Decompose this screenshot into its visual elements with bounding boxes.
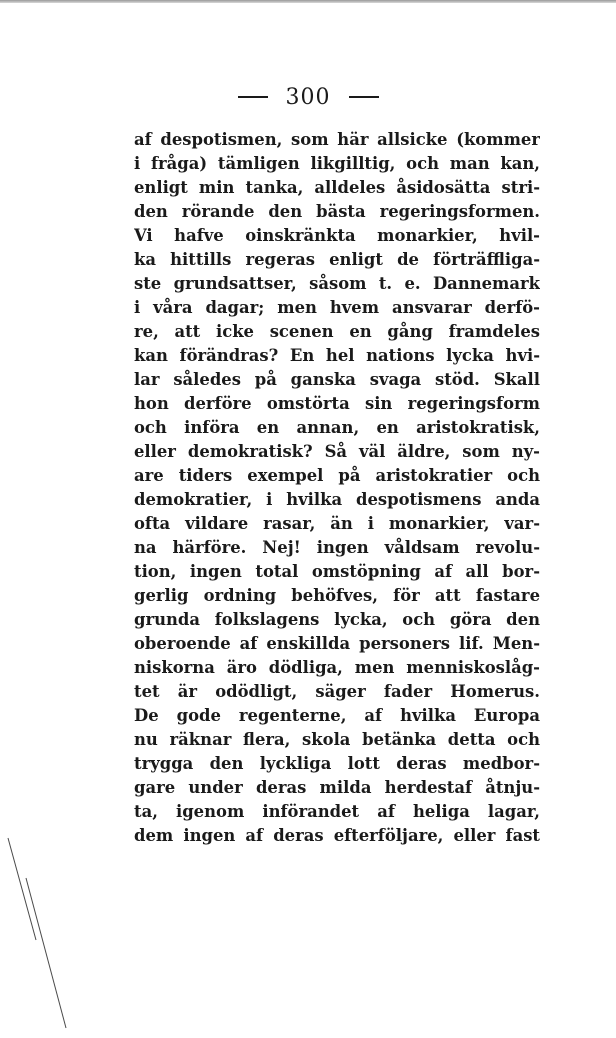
text-line: af despotismen, som här allsicke (kommer xyxy=(134,130,540,149)
text-line: ka hittills regeras enligt de förträffliga- xyxy=(134,250,540,269)
text-line: lar således på ganska svaga stöd. Skall xyxy=(134,370,540,389)
header-dash-left xyxy=(238,96,268,98)
text-line: niskorna äro dödliga, men menniskoslåg- xyxy=(134,658,540,677)
text-line: ta, igenom införandet af heliga lagar, xyxy=(134,802,540,821)
text-line: nu räknar flera, skola betänka detta och xyxy=(134,730,540,749)
binding-line-right xyxy=(26,878,66,1028)
text-line: demokratier, i hvilka despotismens anda xyxy=(134,490,540,509)
text-line: i fråga) tämligen likgilltig, och man kan, xyxy=(134,154,540,173)
text-line: den rörande den bästa regeringsformen. xyxy=(134,202,540,221)
text-line: kan förändras? En hel nations lycka hvi- xyxy=(134,346,540,365)
text-line: tion, ingen total omstöpning af all bor- xyxy=(134,562,540,581)
text-line: eller demokratisk? Så väl äldre, som ny- xyxy=(134,442,540,461)
text-line: och införa en annan, en aristokratisk, xyxy=(134,418,540,437)
top-edge-rule xyxy=(0,0,616,3)
page-number: 300 xyxy=(285,84,331,110)
text-line: tet är odödligt, säger fader Homerus. xyxy=(134,682,540,701)
text-line: gerlig ordning behöfves, för att fastare xyxy=(134,586,540,605)
header-dash-right xyxy=(349,96,379,98)
text-line: De gode regenterne, af hvilka Europa xyxy=(134,706,540,725)
page-header xyxy=(0,84,616,110)
text-line: trygga den lyckliga lott deras medbor- xyxy=(134,754,540,773)
text-line: i våra dagar; men hvem ansvarar derfö- xyxy=(134,298,540,317)
text-line: are tiders exempel på aristokratier och xyxy=(134,466,540,485)
binding-line-left xyxy=(8,838,36,940)
text-line: gare under deras milda herdestaf åtnju- xyxy=(134,778,540,797)
text-line: hon derföre omstörta sin regeringsform xyxy=(134,394,540,413)
text-line: ofta vildare rasar, än i monarkier, var- xyxy=(134,514,540,533)
text-line: dem ingen af deras efterföljare, eller fast xyxy=(134,826,540,845)
text-line: grunda folkslagens lycka, och göra den xyxy=(134,610,540,629)
text-line: Vi hafve oinskränkta monarkier, hvil- xyxy=(134,226,540,245)
text-line: re, att icke scenen en gång framdeles xyxy=(134,322,540,341)
text-line: enligt min tanka, alldeles åsidosätta stri- xyxy=(134,178,540,197)
text-line: ste grundsattser, såsom t. e. Dannemark xyxy=(134,274,540,293)
text-line: oberoende af enskillda personers lif. Men- xyxy=(134,634,540,653)
text-line: na härföre. Nej! ingen våldsam revolu- xyxy=(134,538,540,557)
